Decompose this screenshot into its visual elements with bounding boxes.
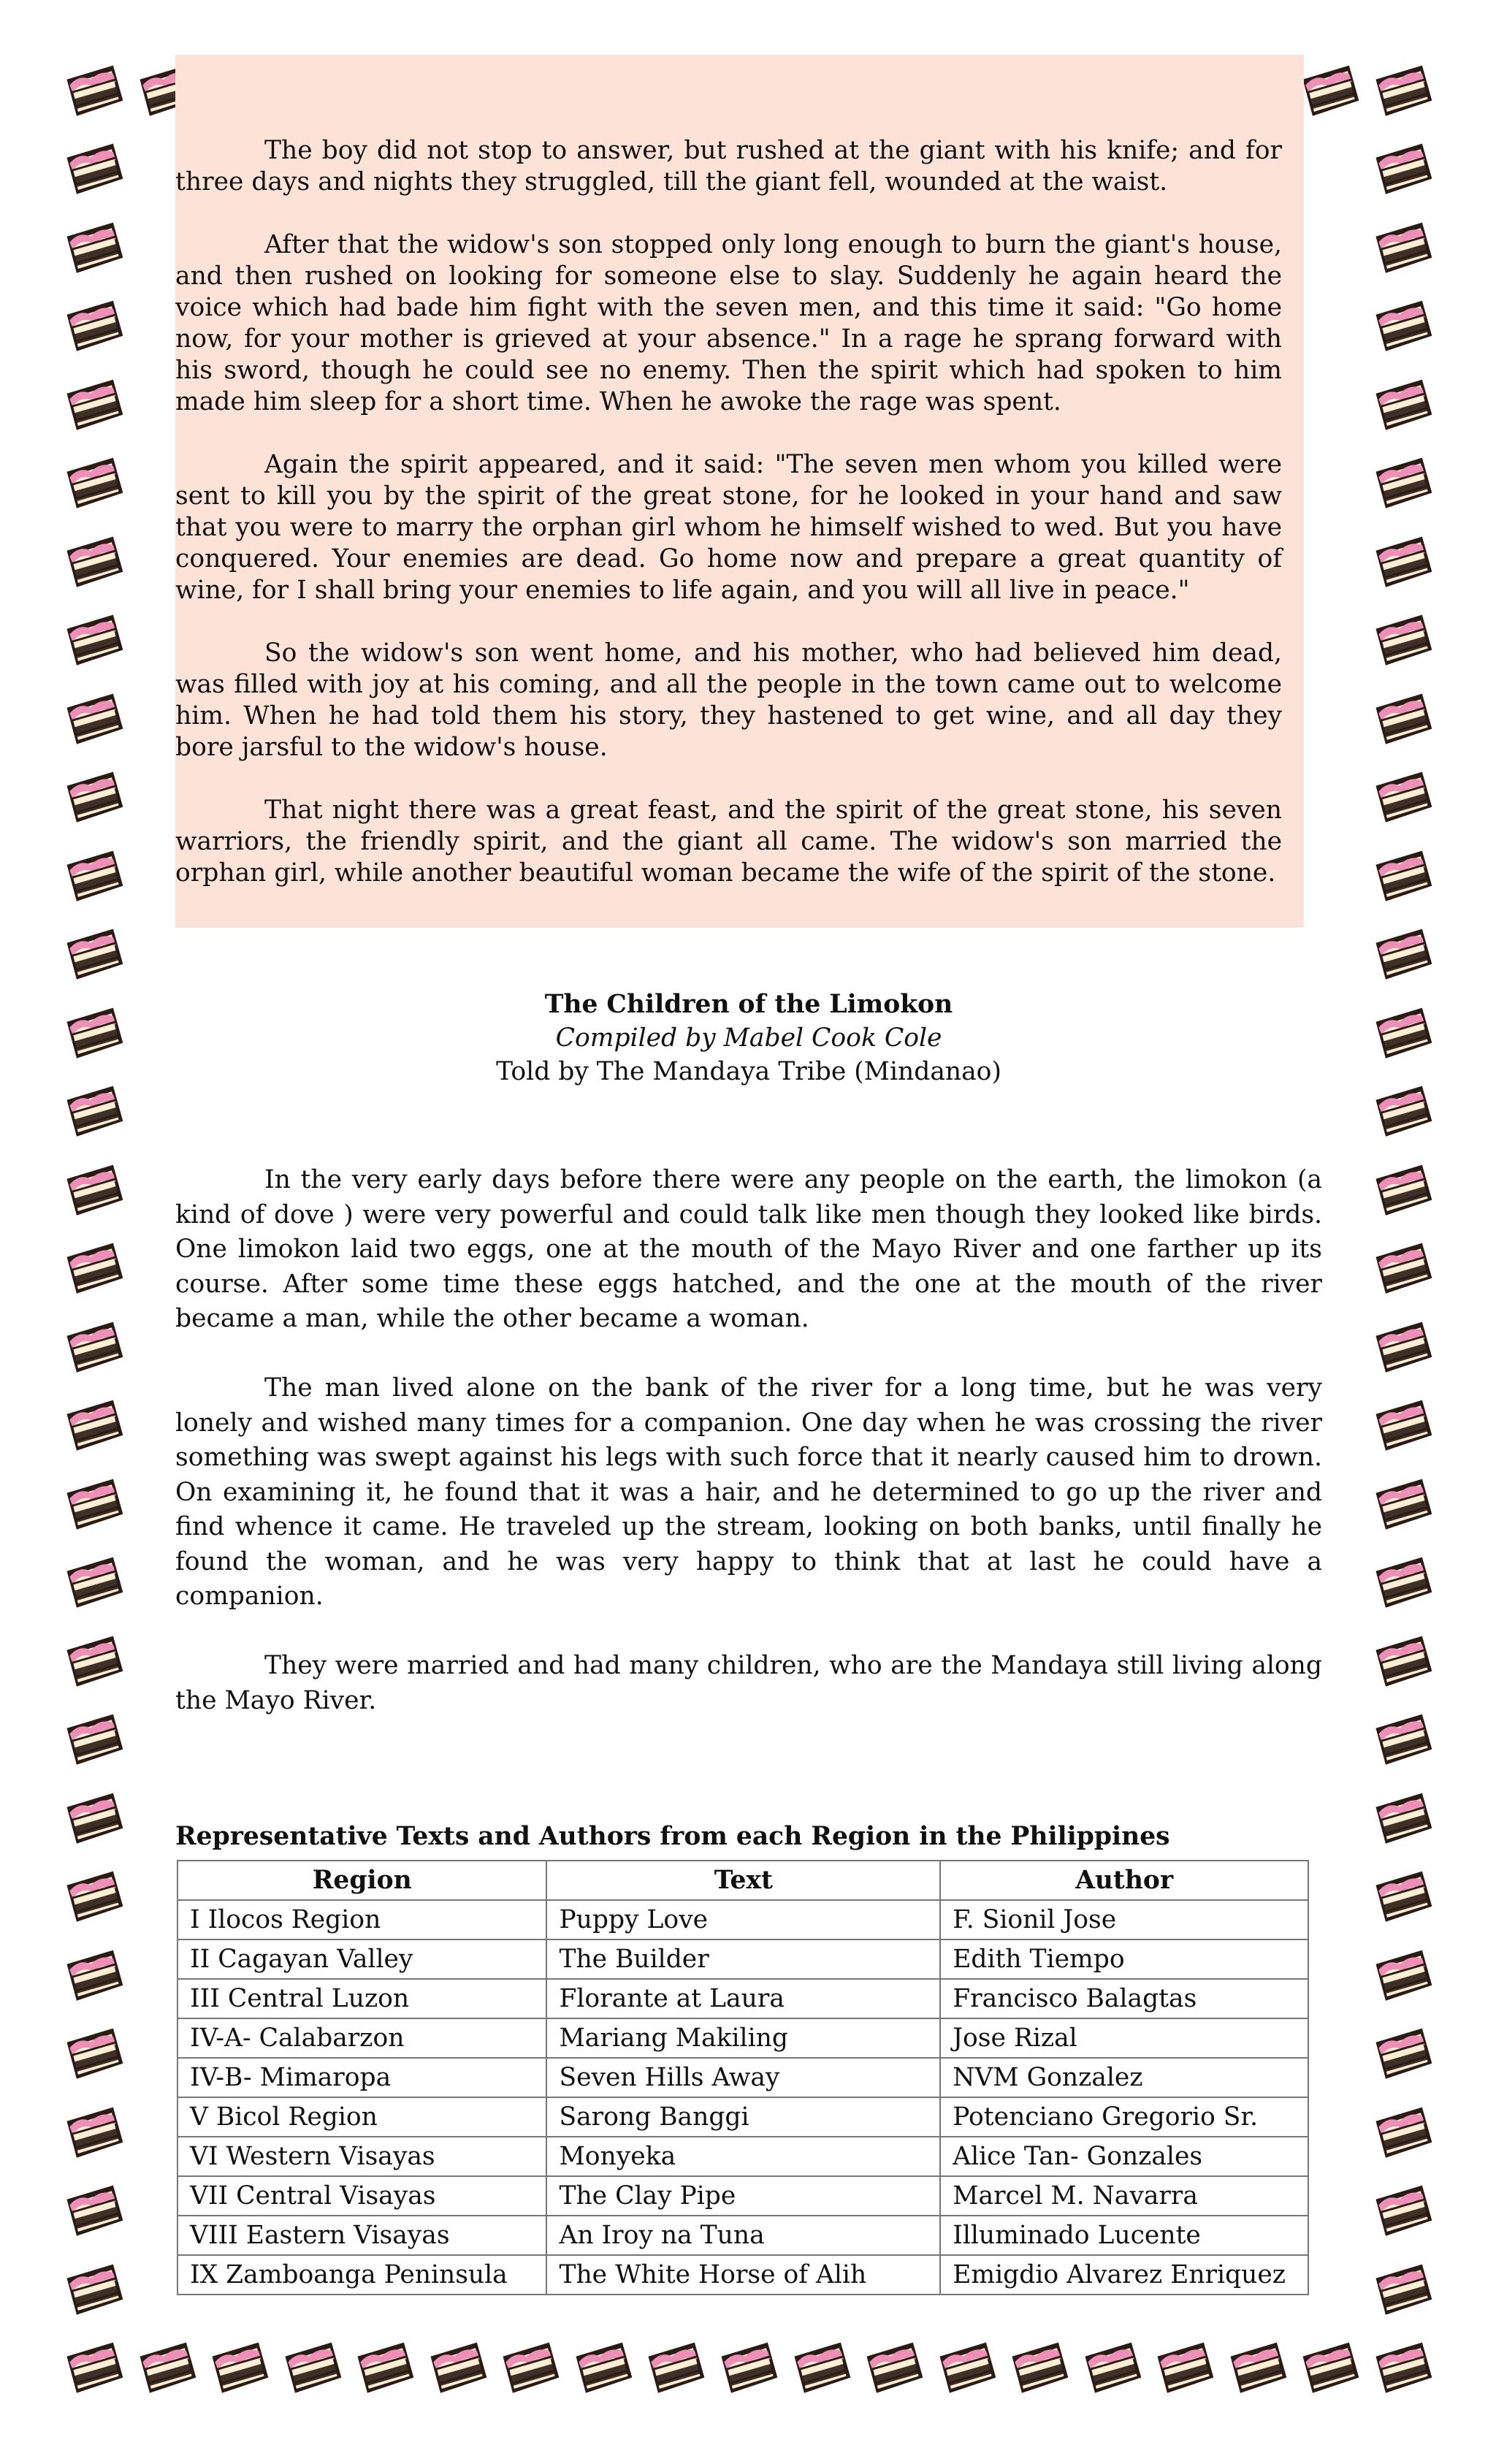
cake-slice-icon	[58, 2335, 129, 2406]
regions-table	[177, 1860, 1309, 2295]
cake-slice-icon	[1367, 1236, 1438, 1306]
cake-slice-icon	[713, 2335, 783, 2406]
table-header-row	[178, 1861, 1308, 1900]
cake-slice-icon	[931, 2335, 1001, 2406]
cake-slice-icon	[58, 1629, 129, 1699]
cake-slice-icon	[277, 2335, 347, 2406]
text-cell: Sarong Banggi	[546, 2097, 940, 2137]
cake-slice-icon	[1367, 1629, 1438, 1699]
table-row	[178, 2176, 1308, 2216]
paragraph: The boy did not stop to answer, but rushed at the giant with his knife; and for three days and nights they struggled, till the giant fell, wounded at the waist.	[175, 136, 1282, 197]
table-row	[178, 1979, 1308, 2018]
text-cell: Monyeka	[546, 2137, 940, 2176]
cake-slice-icon	[1367, 1158, 1438, 1228]
cake-slice-icon	[1367, 844, 1438, 914]
author-cell: Illuminado Lucente	[940, 2216, 1308, 2255]
region-cell: VII Central Visayas	[178, 2176, 546, 2216]
cake-slice-icon	[1367, 1001, 1438, 1071]
cake-slice-icon	[786, 2335, 856, 2406]
author-cell: F. Sionil Jose	[940, 1900, 1308, 1939]
cake-slice-icon	[58, 373, 129, 443]
column-header-region: Region	[178, 1861, 546, 1900]
author-cell: Marcel M. Navarra	[940, 2176, 1308, 2216]
cake-slice-icon	[131, 2335, 202, 2406]
cake-slice-icon	[422, 2335, 492, 2406]
column-header-text: Text	[546, 1861, 940, 1900]
table-row	[178, 2097, 1308, 2137]
region-cell: II Cagayan Valley	[178, 1939, 546, 1979]
cake-slice-icon	[349, 2335, 419, 2406]
cake-slice-icon	[1367, 2257, 1438, 2327]
teller-credit: Told by The Mandaya Tribe (Mindanao)	[496, 1057, 1001, 1086]
paragraph: That night there was a great feast, and the spirit of the great stone, his seven warriors, the friendly spirit, and the giant all came. The widow's son married the orphan girl, while another beautiful woman became the wife of the spirit of the stone.	[175, 796, 1282, 888]
cake-slice-icon	[1367, 1786, 1438, 1856]
cake-slice-icon	[58, 687, 129, 757]
cake-slice-icon	[1367, 58, 1438, 129]
cake-slice-icon	[58, 294, 129, 364]
story-title-block	[175, 988, 1322, 1088]
story-title: The Children of the Limokon	[544, 990, 953, 1019]
table-row	[178, 2018, 1308, 2058]
cake-slice-icon	[58, 1393, 129, 1463]
cake-slice-icon	[58, 608, 129, 678]
paragraph: After that the widow's son stopped only long enough to burn the giant's house, and then rushed on looking for someone else to slay. Suddenly he again heard the voice which had bade him fight with the seven men, and this time it said: "Go home now, for your mother is grieved at your absence." In a rage he sprang forward with his sword, though he could see no enemy. Then the spirit which had spoken to him made him sleep for a short time. When he awoke the rage was spent.	[175, 230, 1282, 416]
cake-slice-icon	[1222, 2335, 1292, 2406]
author-cell: Edith Tiempo	[940, 1939, 1308, 1979]
table-heading: Representative Texts and Authors from each Region in the Philippines	[175, 1822, 1170, 1851]
region-cell: VIII Eastern Visayas	[178, 2216, 546, 2255]
text-cell: Puppy Love	[546, 1900, 940, 1939]
cake-slice-icon	[58, 2100, 129, 2170]
region-cell: IV-A- Calabarzon	[178, 2018, 546, 2058]
text-cell: Florante at Laura	[546, 1979, 940, 2018]
paragraph: Again the spirit appeared, and it said: "The seven men whom you killed were sent to kill you by the spirit of the great stone, for he looked in your hand and saw that you were to marry the orphan girl whom he himself wished to wed. But you have conquered. Your enemies are dead. Go home now and prepare a great quantity of wine, for I shall bring your enemies to life again, and you will all live in peace."	[175, 450, 1282, 605]
compiler-credit: Compiled by Mabel Cook Cole	[555, 1023, 942, 1053]
author-cell: Potenciano Gregorio Sr.	[940, 2097, 1308, 2137]
region-cell: VI Western Visayas	[178, 2137, 546, 2176]
cake-slice-icon	[58, 1236, 129, 1306]
paragraph: They were married and had many children, who are the Mandaya still living along the Mayo River.	[175, 1651, 1322, 1715]
cake-slice-icon	[1367, 373, 1438, 443]
author-cell: Jose Rizal	[940, 2018, 1308, 2058]
cake-slice-icon	[1367, 922, 1438, 992]
cake-slice-icon	[58, 844, 129, 914]
cake-slice-icon	[58, 922, 129, 992]
author-cell: Alice Tan- Gonzales	[940, 2137, 1308, 2176]
table-row	[178, 1939, 1308, 1979]
limokon-story	[175, 1163, 1322, 1718]
text-cell: Seven Hills Away	[546, 2058, 940, 2097]
cake-slice-icon	[1077, 2335, 1147, 2406]
cake-slice-icon	[58, 1943, 129, 2013]
cake-slice-icon	[58, 215, 129, 286]
region-cell: I Ilocos Region	[178, 1900, 546, 1939]
cake-slice-icon	[858, 2335, 928, 2406]
cake-slice-icon	[58, 1472, 129, 1542]
paragraph: In the very early days before there were any people on the earth, the limokon (a kind of dove ) were very powerful and could talk like men though they looked like birds. One limokon laid two eggs, one at the mouth of the Mayo River and one farther up its course. After some time these eggs hatched, and the one at the mouth of the river became a man, while the other became a woman.	[175, 1165, 1322, 1333]
cake-slice-icon	[58, 137, 129, 207]
cake-slice-icon	[58, 2257, 129, 2327]
cake-slice-icon	[1367, 1393, 1438, 1463]
author-cell: NVM Gonzalez	[940, 2058, 1308, 2097]
cake-slice-icon	[640, 2335, 710, 2406]
cake-slice-icon	[1367, 765, 1438, 835]
cake-slice-icon	[1149, 2335, 1219, 2406]
region-cell: IV-B- Mimaropa	[178, 2058, 546, 2097]
cake-slice-icon	[1367, 1943, 1438, 2013]
cake-slice-icon	[1367, 1079, 1438, 1149]
cake-slice-icon	[58, 765, 129, 835]
table-row	[178, 2137, 1308, 2176]
cake-slice-icon	[58, 451, 129, 521]
text-cell: An Iroy na Tuna	[546, 2216, 940, 2255]
cake-slice-icon	[495, 2335, 565, 2406]
cake-slice-icon	[58, 1550, 129, 1620]
story-continuation-box	[175, 55, 1304, 928]
text-cell: The Builder	[546, 1939, 940, 1979]
cake-slice-icon	[1367, 2178, 1438, 2249]
paragraph: The man lived alone on the bank of the river for a long time, but he was very lonely and wished many times for a companion. One day when he was crossing the river something was swept against his legs with such force that it nearly caused him to drown. On examining it, he found that it was a hair, and he determined to go up the river and find whence it came. He traveled up the stream, looking on both banks, until finally he found the woman, and he was very happy to think that at last he could have a companion.	[175, 1373, 1322, 1611]
cake-slice-icon	[58, 1315, 129, 1385]
cake-slice-icon	[58, 2178, 129, 2249]
cake-slice-icon	[568, 2335, 638, 2406]
cake-slice-icon	[204, 2335, 274, 2406]
cake-slice-icon	[58, 1786, 129, 1856]
cake-slice-icon	[1367, 2100, 1438, 2170]
region-cell: III Central Luzon	[178, 1979, 546, 2018]
author-cell: Francisco Balagtas	[940, 1979, 1308, 2018]
paragraph: So the widow's son went home, and his mother, who had believed him dead, was filled with joy at his coming, and all the people in the town came out to welcome him. When he had told them his story, they hastened to get wine, and all day they bore jarsful to the widow's house.	[175, 638, 1282, 762]
cake-slice-icon	[1367, 530, 1438, 600]
cake-slice-icon	[1367, 1315, 1438, 1385]
cake-slice-icon	[58, 1864, 129, 1934]
cake-slice-icon	[1367, 137, 1438, 207]
cake-slice-icon	[1367, 687, 1438, 757]
cake-slice-icon	[1294, 2335, 1365, 2406]
cake-slice-icon	[1367, 1550, 1438, 1620]
text-cell: The White Horse of Alih	[546, 2255, 940, 2295]
table-row	[178, 2216, 1308, 2255]
table-row	[178, 2255, 1308, 2295]
table-row	[178, 2058, 1308, 2097]
cake-slice-icon	[58, 2021, 129, 2091]
cake-slice-icon	[58, 530, 129, 600]
cake-slice-icon	[1367, 1472, 1438, 1542]
author-cell: Emigdio Alvarez Enriquez	[940, 2255, 1308, 2295]
cake-slice-icon	[1367, 1707, 1438, 1777]
cake-slice-icon	[1367, 608, 1438, 678]
text-cell: The Clay Pipe	[546, 2176, 940, 2216]
cake-slice-icon	[1294, 58, 1365, 129]
cake-slice-icon	[1367, 2335, 1438, 2406]
cake-slice-icon	[1367, 215, 1438, 286]
cake-slice-icon	[1367, 1864, 1438, 1934]
cake-slice-icon	[1367, 451, 1438, 521]
region-cell: IX Zamboanga Peninsula	[178, 2255, 546, 2295]
column-header-author: Author	[940, 1861, 1308, 1900]
cake-slice-icon	[58, 58, 129, 129]
cake-slice-icon	[58, 1079, 129, 1149]
text-cell: Mariang Makiling	[546, 2018, 940, 2058]
region-cell: V Bicol Region	[178, 2097, 546, 2137]
cake-slice-icon	[1004, 2335, 1074, 2406]
cake-slice-icon	[1367, 2021, 1438, 2091]
cake-slice-icon	[1367, 294, 1438, 364]
table-row	[178, 1900, 1308, 1939]
cake-slice-icon	[58, 1001, 129, 1071]
cake-slice-icon	[58, 1707, 129, 1777]
cake-slice-icon	[58, 1158, 129, 1228]
